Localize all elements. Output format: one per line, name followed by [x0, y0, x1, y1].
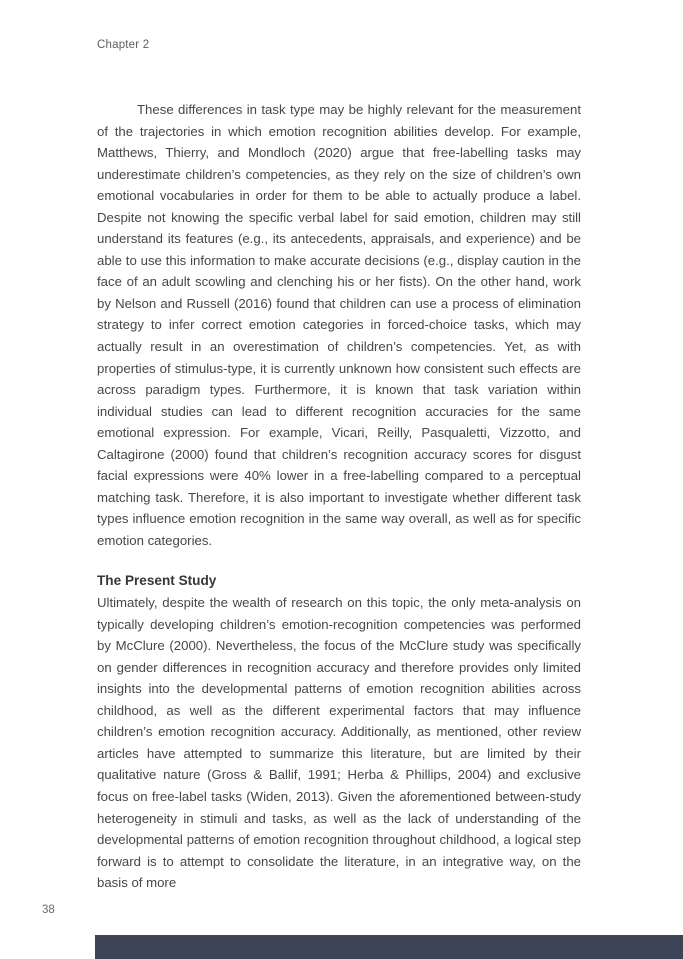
body-text-block	[97, 99, 581, 894]
section-heading-the-present-study: The Present Study	[97, 573, 217, 589]
running-header-chapter-label: Chapter 2	[97, 39, 150, 51]
paragraph-present-study: Ultimately, despite the wealth of research on this topic, the only meta-analysis on typically developing children’s emotion-recognition competencies was performed by McClure (2000). Nevertheless, the focus of the McClure study was specifically on gender differences in recognition accuracy and therefore provides only limited insights into the developmental patterns of emotion recognition abilities across childhood, as well as the different experimental factors that may influence children’s emotion recognition accuracy. Additionally, as mentioned, other review articles have attempted to summarize this literature, but are limited by their qualitative nature (Gross & Ballif, 1991; Herba & Phillips, 2004) and exclusive focus on free-label tasks (Widen, 2013). Given the aforementioned between-study heterogeneity in stimuli and tasks, as well as the lack of understanding of the developmental patterns of emotion recognition throughout childhood, a logical step forward is to attempt to consolidate the literature, in an integrative way, on the basis of more	[97, 595, 581, 891]
paragraph-task-type-differences: These differences in task type may be highly relevant for the measurement of the trajectories in which emotion recognition abilities develop. For example, Matthews, Thierry, and Mondloch (2020) argue that free-labelling tasks may underestimate children’s competencies, as they rely on the size of children’s own emotional vocabularies in order for them to be able to actually produce a label. Despite not knowing the specific verbal label for said emotion, children may still understand its features (e.g., its antecedents, appraisals, and experience) and be able to use this information to make accurate decisions (e.g., display caution in the face of an adult scowling and clenching his or her fists). On the other hand, work by Nelson and Russell (2016) found that children can use a process of elimination strategy to infer correct emotion categories in forced-choice tasks, which may actually result in an overestimation of children’s competencies. Yet, as with properties of stimulus-type, it is currently unknown how consistent such effects are across paradigm types. Furthermore, it is known that task variation within individual studies can lead to different recognition accuracies for the same emotional expression. For example, Vicari, Reilly, Pasqualetti, Vizzotto, and Caltagirone (2000) found that children’s recognition accuracy scores for disgust facial expressions were 40% lower in a free-labelling compared to a perceptual matching task. Therefore, it is also important to investigate whether different task types influence emotion recognition in the same way overall, as well as for specific emotion categories.	[97, 102, 581, 548]
page-number: 38	[42, 904, 55, 916]
footer-accent-bar	[95, 935, 683, 959]
